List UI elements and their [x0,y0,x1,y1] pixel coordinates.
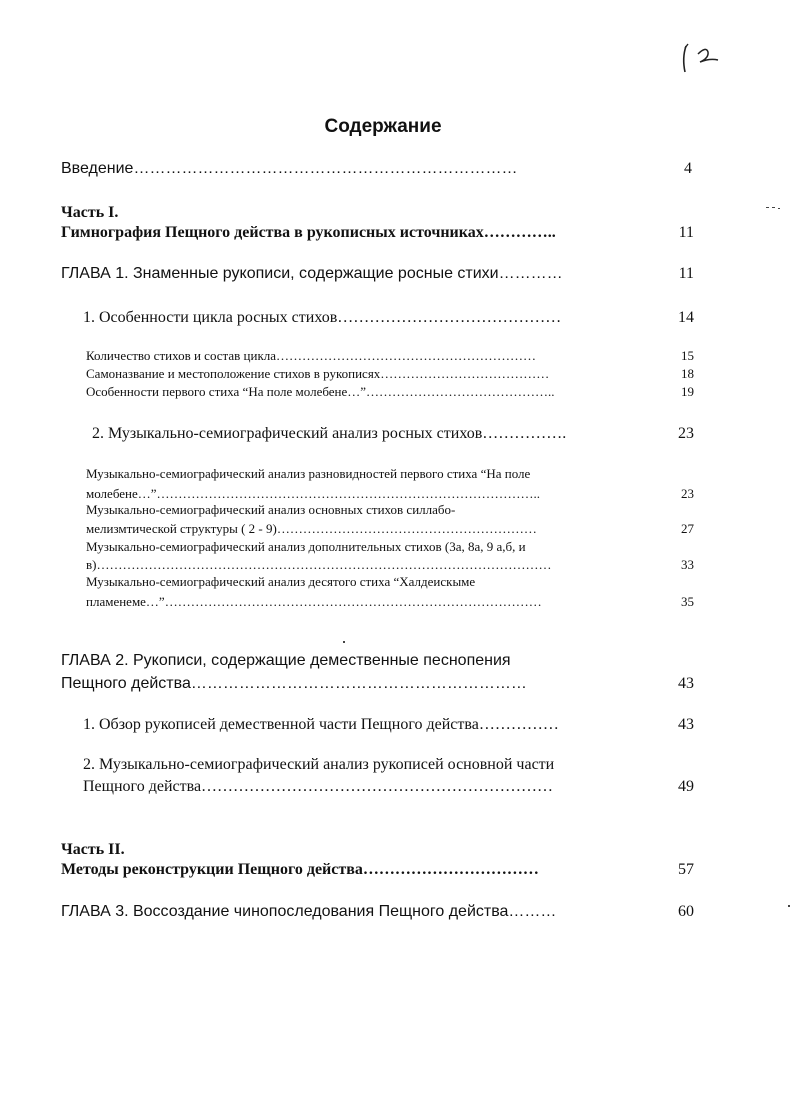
toc-ch1-section-2-page: 23 [678,425,694,442]
toc-ch1-s2-item-b-line2: мелизмтической структуры ( 2 - 9)…………………………………………………… [86,521,537,536]
toc-ch1-s1-item-b: Самоназвание и местоположение стихов в рукописях………………………………… [86,366,550,381]
toc-ch1-s2-item-d-line2: пламенеме…”…………………………………………………………………………… [86,594,542,609]
toc-ch1-s1-item-b-page: 18 [681,366,694,381]
toc-ch2-section-2-line2: Пещного действа………………………………………………………… [83,778,554,795]
toc-ch1-s2-item-a-line2: молебене…”…………………………………………………………………………….. [86,486,541,501]
toc-ch1-s1-item-c-page: 19 [681,384,694,399]
scan-speck [766,207,769,208]
scan-speck [778,208,780,209]
toc-ch1-section-1-page: 14 [678,309,694,326]
toc-ch1-s2-item-c-page: 33 [681,557,694,572]
toc-ch2-section-2-page: 49 [678,778,694,795]
toc-ch1-s2-item-d-line1: Музыкально-семиографический анализ десятого стиха “Халдеискыме [86,574,476,589]
toc-chapter-2-page: 43 [678,675,694,692]
part1-title: Гимнография Пещного действа в рукописных источниках………….. [61,224,556,241]
part2-label: Часть II. [61,841,125,858]
scan-speck [343,641,345,643]
toc-ch1-s2-item-b-page: 27 [681,521,694,536]
toc-ch1-section-1: 1. Особенности цикла росных стихов…………………………………… [83,309,562,326]
toc-ch1-s1-item-a-page: 15 [681,348,694,363]
handwritten-page-mark [676,38,726,74]
toc-intro-page: 4 [684,160,692,177]
toc-chapter-3-page: 60 [678,903,694,920]
toc-ch1-s1-item-c: Особенности первого стиха “На поле молебене…”…………………………………….. [86,384,555,399]
scan-speck [788,905,790,907]
toc-ch1-s2-item-c-line2: в)…………………………………………………………………………………………… [86,557,552,572]
page-title: Содержание [324,116,442,137]
part2-page: 57 [678,861,694,878]
toc-ch1-s2-item-d-page: 35 [681,594,694,609]
toc-chapter-3: ГЛАВА 3. Воссоздание чинопоследования Пещного действа……… [61,903,557,920]
toc-ch1-section-2: 2. Музыкально-семиографический анализ росных стихов……………. [92,425,567,442]
toc-ch1-s1-item-a: Количество стихов и состав цикла…………………………………………………… [86,348,537,363]
part2-title: Методы реконструкции Пещного действа…………………………… [61,861,539,878]
toc-ch1-s2-item-c-line1: Музыкально-семиографический анализ дополнительных стихов (3а, 8а, 9 а,б, и [86,539,526,554]
toc-ch2-section-1: 1. Обзор рукописей демественной части Пещного действа…………… [83,716,559,733]
toc-ch2-section-2-line1: 2. Музыкально-семиографический анализ рукописей основной части [83,756,555,773]
toc-chapter-2-line1: ГЛАВА 2. Рукописи, содержащие демественные песнопения [61,652,511,669]
toc-ch2-section-1-page: 43 [678,716,694,733]
toc-ch1-s2-item-b-line1: Музыкально-семиографический анализ основных стихов силлабо- [86,502,456,517]
toc-chapter-2-line2: Пещного действа……………………………………………………… [61,675,527,692]
part1-page: 11 [678,224,694,241]
toc-chapter-1: ГЛАВА 1. Знаменные рукописи, содержащие росные стихи………… [61,265,563,282]
toc-intro: Введение……………………………………………………………… [61,160,518,177]
scan-speck [772,207,775,208]
toc-chapter-1-page: 11 [678,265,694,282]
toc-ch1-s2-item-a-page: 23 [681,486,694,501]
toc-ch1-s2-item-a-line1: Музыкально-семиографический анализ разновидностей первого стиха “На поле [86,466,531,481]
part1-label: Часть I. [61,204,119,221]
